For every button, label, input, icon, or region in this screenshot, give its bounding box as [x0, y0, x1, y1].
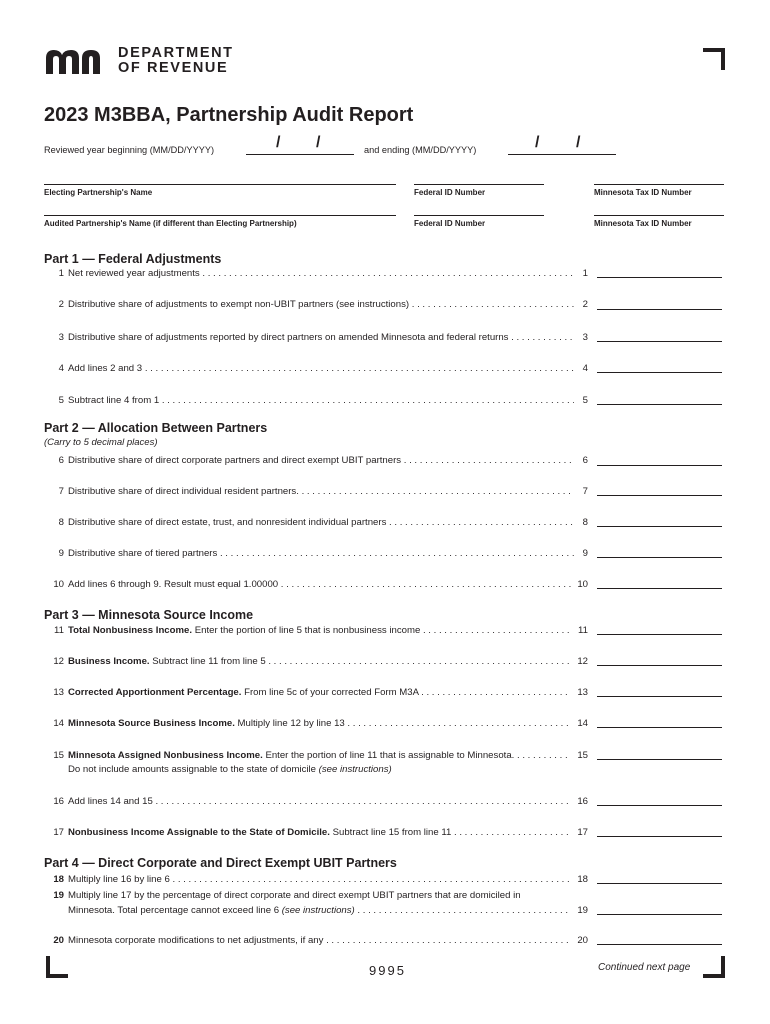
electing-name-label: Electing Partnership's Name — [44, 188, 153, 197]
line-ref: 13 — [577, 687, 588, 698]
dept-line-1: DEPARTMENT — [118, 45, 234, 61]
electing-mn-tax-id-field[interactable] — [594, 184, 724, 185]
audited-mn-tax-id-field[interactable] — [594, 215, 724, 216]
line-text: Distributive share of direct corporate partners and direct exempt UBIT partners . . . — [68, 454, 574, 468]
line-12-input[interactable] — [597, 665, 722, 666]
line-bold-text: Nonbusiness Income Assignable to the State of Domicile. — [68, 827, 330, 838]
line-6-input[interactable] — [597, 465, 722, 466]
line-number: 3 — [58, 332, 64, 343]
line-text: Subtract line 4 from 1 . . . — [68, 394, 574, 408]
form-line-10 — [40, 578, 588, 592]
form-line-14 — [40, 717, 588, 731]
line-bold-text: Business Income. — [68, 656, 150, 667]
line-ref: 16 — [577, 796, 588, 807]
line-15-input[interactable] — [597, 759, 722, 760]
form-line-16 — [40, 795, 588, 809]
line-text: Multiply line 17 by the percentage of direct corporate and direct exempt UBIT partners that are domiciled in — [68, 890, 521, 901]
form-line-7 — [40, 485, 588, 499]
corner-mark-bottom-right — [703, 956, 725, 978]
line-ref: 1 — [582, 268, 588, 279]
line-2-input[interactable] — [597, 309, 722, 310]
line-number: 12 — [53, 656, 64, 667]
electing-name-field[interactable] — [44, 184, 396, 185]
line-italic-text: (see instructions) — [318, 764, 392, 775]
line-text: Multiply line 12 by line 13 — [237, 718, 345, 729]
line-text: Distributive share of direct individual resident partners. . . . — [68, 485, 574, 499]
begin-date-label: Reviewed year beginning (MM/DD/YYYY) — [44, 145, 215, 155]
line-number: 10 — [53, 579, 64, 590]
line-ref: 14 — [577, 718, 588, 729]
line-number: 2 — [58, 299, 64, 310]
federal-id-label: Federal ID Number — [414, 188, 486, 197]
line-13-input[interactable] — [597, 696, 722, 697]
dept-line-2: OF REVENUE — [118, 60, 229, 76]
line-ref: 18 — [577, 874, 588, 885]
line-5-input[interactable] — [597, 404, 722, 405]
line-text: Minnesota. Total percentage cannot exceed line 6 — [68, 905, 280, 916]
line-text: Add lines 14 and 15 . . . — [68, 795, 570, 809]
continued-next-page: Continued next page — [598, 962, 691, 973]
line-number: 9 — [58, 548, 64, 559]
line-ref: 12 — [577, 656, 588, 667]
line-text: Subtract line 15 from line 11 — [332, 827, 452, 838]
line-bold-text: Corrected Apportionment Percentage. — [68, 687, 242, 698]
form-line-8 — [40, 516, 588, 530]
form-line-17 — [40, 826, 588, 840]
form-line-19 — [40, 889, 588, 903]
line-4-input[interactable] — [597, 372, 722, 373]
form-line-18 — [40, 873, 588, 887]
line-text: From line 5c of your corrected Form M3A — [244, 687, 419, 698]
line-text: Distributive share of adjustments reported by direct partners on amended Minnesota and federal returns . . . — [68, 331, 574, 345]
form-line-13 — [40, 686, 588, 700]
line-number: 6 — [58, 455, 64, 466]
audited-name-label: Audited Partnership's Name (if different than Electing Partnership) — [44, 219, 297, 228]
line-number: 4 — [58, 363, 64, 374]
form-line-1 — [40, 267, 588, 281]
part-2-title: Part 2 — Allocation Between Partners — [44, 421, 268, 435]
line-number: 14 — [53, 718, 64, 729]
line-text: Net reviewed year adjustments . . . — [68, 267, 574, 281]
line-ref: 11 — [578, 625, 588, 636]
line-text: Distributive share of tiered partners . . . — [68, 547, 574, 561]
form-line-9 — [40, 547, 588, 561]
electing-federal-id-field[interactable] — [414, 184, 544, 185]
begin-date-field[interactable] — [246, 154, 354, 155]
line-text: Minnesota corporate modifications to net adjustments, if any . . . — [68, 934, 570, 948]
part-3-title: Part 3 — Minnesota Source Income — [44, 608, 254, 622]
mn-tax-id-label: Minnesota Tax ID Number — [594, 219, 692, 228]
line-number: 16 — [53, 796, 64, 807]
date-slash: / — [276, 134, 281, 151]
form-line-4 — [40, 362, 588, 376]
corner-mark-top-right — [703, 48, 725, 70]
line-ref: 3 — [582, 332, 588, 343]
line-ref: 20 — [577, 935, 588, 946]
line-text: Enter the portion of line 5 that is nonbusiness income — [194, 625, 421, 636]
form-line-12 — [40, 655, 588, 669]
end-date-label: and ending (MM/DD/YYYY) — [364, 145, 477, 155]
form-line-20 — [40, 934, 588, 948]
line-3-input[interactable] — [597, 341, 722, 342]
line-number: 19 — [53, 890, 64, 901]
line-ref: 17 — [577, 827, 588, 838]
line-text: Subtract line 11 from line 5 — [152, 656, 266, 667]
form-line-6 — [40, 454, 588, 468]
form-line-15 — [40, 749, 588, 763]
line-text: Distributive share of direct estate, trust, and nonresident individual partners . . . — [68, 516, 574, 530]
page-title: 2023 M3BBA, Partnership Audit Report — [44, 104, 414, 126]
line-number: 8 — [58, 517, 64, 528]
line-number: 18 — [53, 874, 64, 885]
department-name — [118, 46, 234, 76]
line-8-input[interactable] — [597, 526, 722, 527]
line-11-input[interactable] — [597, 634, 722, 635]
line-7-input[interactable] — [597, 495, 722, 496]
line-19-input[interactable] — [597, 914, 722, 915]
line-bold-text: Minnesota Assigned Nonbusiness Income. — [68, 750, 263, 761]
line-14-input[interactable] — [597, 727, 722, 728]
part-2-note: (Carry to 5 decimal places) — [44, 437, 158, 448]
line-ref: 15 — [577, 750, 588, 761]
line-number: 5 — [58, 395, 64, 406]
federal-id-label: Federal ID Number — [414, 219, 486, 228]
line-text: Add lines 2 and 3 . . . — [68, 362, 574, 376]
line-text: Enter the portion of line 11 that is assignable to Minnesota. — [265, 750, 515, 761]
line-number: 11 — [54, 625, 64, 636]
line-ref: 7 — [582, 486, 588, 497]
mn-logo-icon — [44, 46, 114, 76]
form-line-11 — [40, 624, 588, 638]
line-number: 17 — [53, 827, 64, 838]
line-1-input[interactable] — [597, 277, 722, 278]
line-9-input[interactable] — [597, 557, 722, 558]
corner-mark-bottom-left — [46, 956, 68, 978]
line-10-input[interactable] — [597, 588, 722, 589]
line-ref: 2 — [582, 299, 588, 310]
line-bold-text: Minnesota Source Business Income. — [68, 718, 235, 729]
line-text: Do not include amounts assignable to the state of domicile — [68, 764, 316, 775]
line-16-input[interactable] — [597, 805, 722, 806]
form-code: 9995 — [369, 963, 406, 978]
line-ref: 10 — [577, 579, 588, 590]
line-number: 1 — [58, 268, 64, 279]
line-number: 20 — [53, 935, 64, 946]
line-17-input[interactable] — [597, 836, 722, 837]
form-line-5 — [40, 394, 588, 408]
audited-name-field[interactable] — [44, 215, 396, 216]
line-italic-text: (see instructions) — [281, 905, 355, 916]
audited-federal-id-field[interactable] — [414, 215, 544, 216]
line-20-input[interactable] — [597, 944, 722, 945]
line-ref: 6 — [582, 455, 588, 466]
line-ref: 8 — [582, 517, 588, 528]
line-ref: 19 — [577, 905, 588, 916]
form-line-3 — [40, 331, 588, 345]
line-number: 13 — [53, 687, 64, 698]
line-number: 7 — [58, 486, 64, 497]
line-18-input[interactable] — [597, 883, 722, 884]
line-ref: 4 — [582, 363, 588, 374]
department-logo — [44, 46, 244, 78]
date-slash: / — [316, 134, 321, 151]
date-slash: / — [576, 134, 581, 151]
line-text: Multiply line 16 by line 6 . . . — [68, 873, 570, 887]
part-4-title: Part 4 — Direct Corporate and Direct Exempt UBIT Partners — [44, 856, 397, 870]
line-text: Distributive share of adjustments to exempt non-UBIT partners (see instructions) . . . — [68, 298, 574, 312]
line-ref: 9 — [582, 548, 588, 559]
end-date-field[interactable] — [508, 154, 616, 155]
line-text: Add lines 6 through 9. Result must equal 1.00000 . . . — [68, 578, 574, 592]
part-1-title: Part 1 — Federal Adjustments — [44, 252, 222, 266]
line-bold-text: Total Nonbusiness Income. — [68, 625, 193, 636]
line-ref: 5 — [582, 395, 588, 406]
date-slash: / — [535, 134, 540, 151]
mn-tax-id-label: Minnesota Tax ID Number — [594, 188, 692, 197]
line-number: 15 — [53, 750, 64, 761]
form-line-2 — [40, 298, 588, 312]
